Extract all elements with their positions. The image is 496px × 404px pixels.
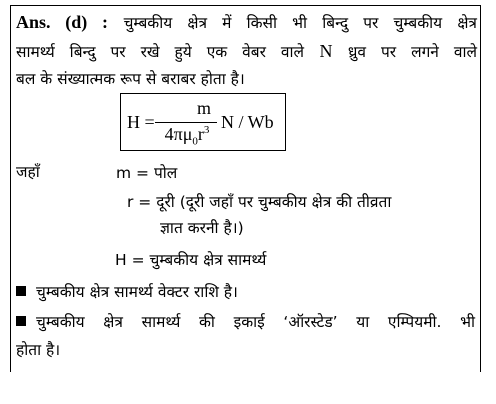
- answer-line-1: [16, 11, 477, 34]
- formula-numerator: m: [196, 98, 211, 118]
- bullet-1: [16, 281, 238, 303]
- answer-text-2a: सामर्थ्य बिन्दु पर रखे हुये एक वेबर वाले: [16, 43, 305, 61]
- formula-denominator: [155, 124, 219, 148]
- bullet-2-text-1: चुम्बकीय क्षेत्र सामर्थ्य की इकाई ‘ऑरस्टेड’ या एम्पियमी. भी: [36, 313, 475, 331]
- fraction-bar: [155, 122, 217, 123]
- denominator-main: 4πμ: [164, 124, 193, 144]
- bullet-square-icon: [16, 286, 26, 296]
- denominator-sup: 3: [203, 124, 210, 136]
- def-m: [116, 162, 177, 184]
- def-m-text: m = पोल: [116, 164, 178, 182]
- bullet-2-line-2: [16, 339, 60, 361]
- answer-label: Ans. (d) :: [16, 12, 108, 32]
- answer-line-3: [16, 68, 245, 90]
- answer-line-2: [16, 40, 477, 63]
- where-label: जहाँ: [16, 163, 40, 181]
- answer-text-3: बल के संख्यात्मक रूप से बराबर होता है।: [16, 70, 245, 88]
- denominator-r: r: [197, 124, 204, 144]
- answer-text-2b: ध्रुव पर लगने वाले: [347, 43, 477, 61]
- denominator-sub: 0: [192, 135, 198, 148]
- formula-box: [120, 93, 286, 151]
- bullet-2-line-1: [16, 311, 475, 333]
- formula-unit: N / Wb: [221, 112, 274, 132]
- where-label-line: [16, 161, 40, 183]
- def-H: [115, 249, 266, 271]
- bullet-1-text: चुम्बकीय क्षेत्र सामर्थ्य वेक्टर राशि है।: [36, 283, 238, 301]
- def-H-text: H = चुम्बकीय क्षेत्र सामर्थ्य: [115, 251, 267, 269]
- bullet-2-text-2: होता है।: [16, 341, 61, 359]
- def-r-2: [160, 217, 244, 239]
- def-r-1: [127, 191, 391, 213]
- def-r-text-2: ज्ञात करनी है।): [160, 219, 244, 237]
- formula-lhs: H =: [127, 112, 155, 132]
- bullet-square-icon: [16, 316, 26, 326]
- def-r-text-1: r = दूरी (दूरी जहाँ पर चुम्बकीय क्षेत्र की तीव्रता: [127, 193, 392, 211]
- answer-text-2N: N: [319, 41, 333, 61]
- answer-text-1: चुम्बकीय क्षेत्र में किसी भी बिन्दु पर चुम्बकीय क्षेत्र: [123, 14, 477, 32]
